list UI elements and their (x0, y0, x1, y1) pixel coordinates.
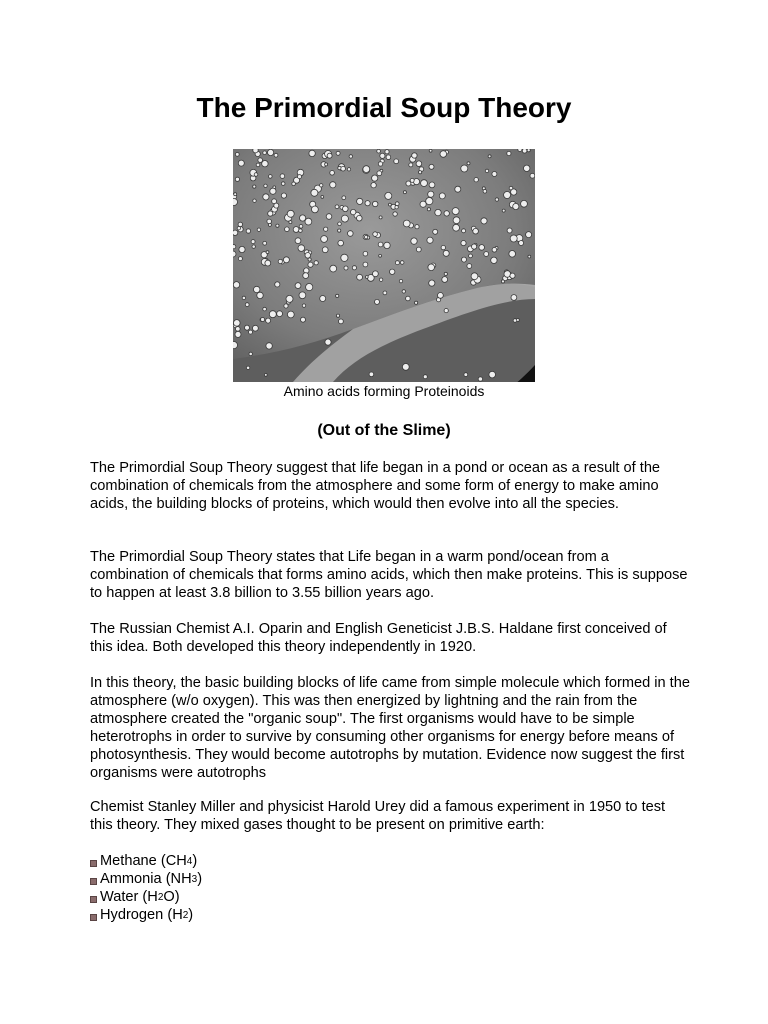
gas-name: Methane (CH (100, 853, 187, 869)
gas-subscript: 3 (191, 874, 198, 885)
droplet (233, 230, 238, 235)
droplet (369, 372, 374, 377)
droplet (357, 274, 363, 280)
droplet (439, 193, 445, 199)
droplet (383, 291, 387, 295)
droplet (321, 236, 328, 243)
droplet (312, 206, 319, 213)
droplet (357, 215, 363, 221)
droplet (269, 311, 276, 318)
droplet (339, 319, 344, 324)
amino-acid-micrograph (233, 149, 535, 382)
droplet (373, 271, 379, 277)
droplet (280, 174, 285, 179)
droplet (299, 292, 306, 299)
droplet (235, 153, 239, 157)
bullet-icon (90, 896, 97, 903)
droplet (511, 189, 517, 195)
droplet (442, 277, 448, 283)
droplet (472, 244, 477, 249)
droplet (326, 214, 332, 220)
droplet (416, 161, 422, 167)
droplet (300, 215, 306, 221)
gas-subscript: 2 (182, 910, 189, 921)
paragraph-1: The Primordial Soup Theory suggest that life began in a pond or ocean as a result of the combination of chemicals from the atmosphere and some form of energy to make amino acids, the building blocks of proteins, which would then evolve into all the species. (90, 460, 661, 512)
droplet (471, 273, 478, 280)
droplet (479, 245, 485, 251)
droplet (268, 211, 273, 216)
gas-close: ) (192, 853, 198, 869)
droplet (338, 222, 342, 226)
droplet (301, 317, 306, 322)
droplet (257, 292, 263, 298)
droplet (253, 185, 256, 188)
droplet (286, 295, 293, 302)
droplet (399, 279, 402, 282)
droplet (322, 247, 328, 253)
droplet (330, 182, 336, 188)
droplet (254, 286, 260, 292)
droplet (420, 201, 426, 207)
droplet (235, 331, 241, 337)
droplet (464, 373, 468, 377)
droplet (293, 227, 299, 233)
droplet (483, 190, 487, 194)
droplet (264, 374, 267, 377)
droplet (373, 201, 378, 206)
droplet (281, 182, 285, 186)
droplet (444, 272, 447, 275)
gas-name: Hydrogen (H (100, 907, 183, 923)
droplet (386, 155, 391, 160)
gas-close: ) (197, 871, 203, 887)
droplet (415, 225, 419, 229)
droplet (461, 165, 468, 172)
droplet (502, 209, 505, 212)
droplet (233, 342, 238, 349)
droplet (403, 191, 406, 194)
droplet (254, 173, 258, 177)
droplet (251, 240, 255, 244)
droplet (363, 262, 368, 267)
droplet (415, 301, 418, 304)
droplet (321, 196, 324, 199)
droplet (504, 192, 511, 199)
droplet (385, 192, 392, 199)
droplet (330, 171, 335, 176)
droplet (510, 273, 515, 278)
droplet (274, 203, 279, 208)
droplet (263, 151, 267, 155)
droplet (453, 224, 460, 231)
droplet (292, 182, 296, 186)
droplet (330, 265, 337, 272)
droplet (237, 227, 240, 230)
droplet (299, 225, 303, 229)
gas-list (90, 852, 202, 924)
droplet (341, 254, 348, 261)
gas-name: Water (H (100, 889, 158, 905)
droplet (234, 320, 241, 327)
droplet (507, 151, 511, 155)
droplet (305, 253, 311, 259)
droplet (462, 257, 467, 262)
list-item (90, 870, 202, 888)
droplet (267, 219, 272, 224)
droplet (233, 251, 236, 257)
droplet (384, 242, 390, 248)
droplet (352, 266, 356, 270)
droplet (511, 295, 517, 301)
droplet (378, 162, 382, 166)
paragraph-3: The Russian Chemist A.I. Oparin and English Geneticist J.B.S. Haldane first conceived of this idea. Both developed this theory independently in 1920. (90, 621, 667, 655)
bullet-icon (90, 878, 97, 885)
droplet (393, 212, 397, 216)
droplet (469, 254, 473, 258)
droplet (444, 309, 448, 313)
droplet (320, 184, 323, 187)
droplet (252, 245, 255, 248)
droplet (314, 261, 318, 265)
droplet (308, 262, 313, 267)
droplet (428, 264, 435, 271)
droplet (265, 260, 271, 266)
droplet (441, 245, 445, 249)
droplet (488, 155, 491, 158)
droplet (402, 364, 409, 371)
paragraph-5: Chemist Stanley Miller and physicist Harold Urey did a famous experiment in 1950 to test this theory. They mixed gases thought to be present on primitive earth: (90, 799, 666, 833)
droplet (492, 248, 497, 253)
droplet (385, 150, 389, 154)
paragraph-4: In this theory, the basic building blocks of life came from simple molecule which formed in the atmosphere (w/o oxygen). This was then energized by lightning and the rain from the atmosphere created the "organic soup". The first organisms would have to be simple heterotrophs in order to survive by consuming other organisms for energy before means of photosynthesis. They would become autotrophs by mutation. Evidence now suggest the first organisms were autotrophs (90, 675, 690, 781)
droplet (347, 168, 350, 171)
droplet (521, 200, 528, 207)
droplet (336, 294, 339, 297)
droplet (234, 193, 237, 196)
droplet (246, 366, 249, 369)
gas-name: Ammonia (NH (100, 871, 192, 887)
droplet (379, 216, 382, 219)
droplet (249, 330, 253, 334)
droplet (429, 164, 434, 169)
gas-subscript: 2 (157, 892, 164, 903)
droplet (427, 208, 430, 211)
droplet (378, 242, 383, 247)
droplet (421, 180, 428, 187)
droplet (298, 245, 305, 252)
list-item (90, 888, 202, 906)
droplet (336, 151, 340, 155)
droplet (342, 196, 346, 200)
droplet (379, 254, 382, 257)
droplet (455, 186, 461, 192)
droplet (377, 149, 381, 153)
droplet (526, 232, 532, 238)
droplet (530, 173, 535, 178)
droplet (411, 238, 417, 244)
droplet (522, 149, 527, 153)
droplet (406, 181, 411, 186)
droplet (423, 375, 427, 379)
droplet (428, 191, 434, 197)
droplet (452, 208, 459, 215)
micrograph-image (233, 149, 535, 382)
droplet (264, 184, 267, 187)
paragraph-2: The Primordial Soup Theory states that Life began in a warm pond/ocean from a combination of chemicals that forms amino acids, which then make proteins. This is suppose to happen at least 3.8 billion to 3.55 billion years ago. (90, 549, 688, 601)
droplet (253, 325, 259, 331)
section-subtitle: (Out of the Slime) (317, 422, 451, 439)
droplet (311, 189, 318, 196)
droplet (394, 159, 399, 164)
droplet (380, 153, 385, 158)
droplet (299, 229, 303, 233)
droplet (400, 261, 404, 265)
droplet (409, 163, 413, 167)
droplet (344, 266, 348, 270)
droplet (371, 183, 376, 188)
droplet (238, 160, 244, 166)
droplet (410, 178, 414, 182)
droplet (435, 209, 441, 215)
droplet (379, 278, 382, 281)
droplet (462, 229, 466, 233)
droplet (513, 203, 519, 209)
droplet (412, 153, 417, 158)
droplet (335, 205, 339, 209)
droplet (467, 162, 470, 165)
droplet (390, 269, 395, 274)
droplet (245, 303, 249, 307)
droplet (348, 231, 354, 237)
droplet (233, 245, 236, 249)
droplet (429, 182, 435, 188)
droplet (375, 299, 380, 304)
droplet (478, 377, 482, 381)
droplet (467, 264, 472, 269)
droplet (513, 319, 517, 323)
droplet (274, 153, 278, 157)
droplet (373, 232, 378, 237)
droplet (351, 209, 356, 214)
droplet (338, 240, 344, 246)
figure-caption: Amino acids forming Proteinoids (283, 383, 485, 399)
droplet (266, 343, 272, 349)
droplet (306, 284, 313, 291)
droplet (416, 247, 421, 252)
droplet (341, 215, 348, 222)
droplet (235, 177, 239, 181)
droplet (489, 371, 496, 378)
droplet (481, 218, 487, 224)
droplet (309, 150, 315, 156)
droplet (507, 228, 512, 233)
droplet (527, 149, 530, 152)
droplet (266, 251, 269, 254)
gas-close: ) (188, 907, 194, 923)
droplet (528, 255, 531, 258)
droplet (287, 311, 294, 318)
droplet (258, 158, 263, 163)
droplet (402, 290, 405, 293)
droplet (303, 273, 309, 279)
droplet (249, 352, 252, 355)
droplet (302, 304, 305, 307)
droplet (395, 206, 398, 209)
droplet (281, 193, 286, 198)
gas-close: O) (163, 889, 180, 905)
bullet-icon (90, 860, 97, 867)
droplet (253, 199, 256, 202)
droplet (325, 163, 328, 166)
droplet (327, 153, 332, 158)
droplet (239, 246, 245, 252)
droplet (236, 327, 241, 332)
droplet (253, 149, 258, 153)
droplet (324, 227, 328, 231)
droplet (284, 304, 288, 308)
droplet (524, 165, 530, 171)
droplet (474, 178, 478, 182)
droplet (372, 175, 378, 181)
droplet (238, 222, 242, 226)
droplet (238, 257, 242, 261)
bullet-icon (90, 914, 97, 921)
droplet (295, 238, 301, 244)
droplet (365, 276, 368, 279)
droplet (395, 202, 399, 206)
droplet (256, 163, 260, 167)
droplet (263, 241, 267, 245)
droplet (429, 149, 432, 152)
droplet (325, 339, 331, 345)
droplet (278, 259, 282, 263)
droplet (444, 211, 449, 216)
droplet (338, 229, 341, 232)
droplet (295, 283, 301, 289)
droplet (363, 251, 368, 256)
droplet (510, 235, 517, 242)
gas-subscript: 4 (186, 856, 193, 867)
droplet (276, 224, 279, 227)
droplet (426, 198, 433, 205)
droplet (377, 171, 382, 176)
droplet (246, 229, 250, 233)
droplet (357, 198, 363, 204)
droplet (305, 218, 312, 225)
droplet (461, 241, 466, 246)
droplet (403, 220, 410, 227)
droplet (263, 307, 267, 311)
droplet (429, 280, 435, 286)
droplet (320, 296, 326, 302)
droplet (266, 318, 271, 323)
droplet (491, 257, 497, 263)
droplet (395, 261, 399, 265)
droplet (275, 282, 280, 287)
page-title: The Primordial Soup Theory (196, 92, 572, 123)
droplet (427, 237, 433, 243)
droplet (453, 217, 460, 224)
droplet (519, 241, 524, 246)
droplet (492, 172, 497, 177)
droplet (443, 250, 449, 256)
droplet (245, 325, 250, 330)
droplet (336, 314, 339, 317)
droplet (268, 149, 274, 155)
droplet (263, 194, 269, 200)
droplet (341, 166, 346, 171)
droplet (261, 318, 265, 322)
list-item (90, 906, 202, 924)
droplet (438, 293, 444, 299)
droplet (285, 227, 290, 232)
droplet (518, 149, 522, 152)
droplet (298, 175, 302, 179)
droplet (440, 151, 447, 158)
droplet (473, 228, 479, 234)
droplet (509, 251, 516, 258)
droplet (233, 282, 239, 288)
droplet (283, 257, 289, 263)
droplet (233, 199, 238, 206)
droplet (406, 296, 411, 301)
droplet (242, 296, 245, 299)
droplet (262, 161, 268, 167)
droplet (495, 198, 498, 201)
droplet (287, 210, 294, 217)
droplet (485, 169, 488, 172)
droplet (484, 252, 489, 257)
droplet (363, 166, 370, 173)
droplet (269, 175, 273, 179)
droplet (365, 201, 370, 206)
droplet (257, 228, 260, 231)
droplet (349, 155, 352, 158)
droplet (343, 206, 349, 212)
list-item (90, 852, 202, 870)
droplet (419, 171, 422, 174)
droplet (364, 235, 367, 238)
droplet (270, 188, 276, 194)
droplet (289, 221, 292, 224)
droplet (433, 229, 438, 234)
droplet (277, 311, 283, 317)
